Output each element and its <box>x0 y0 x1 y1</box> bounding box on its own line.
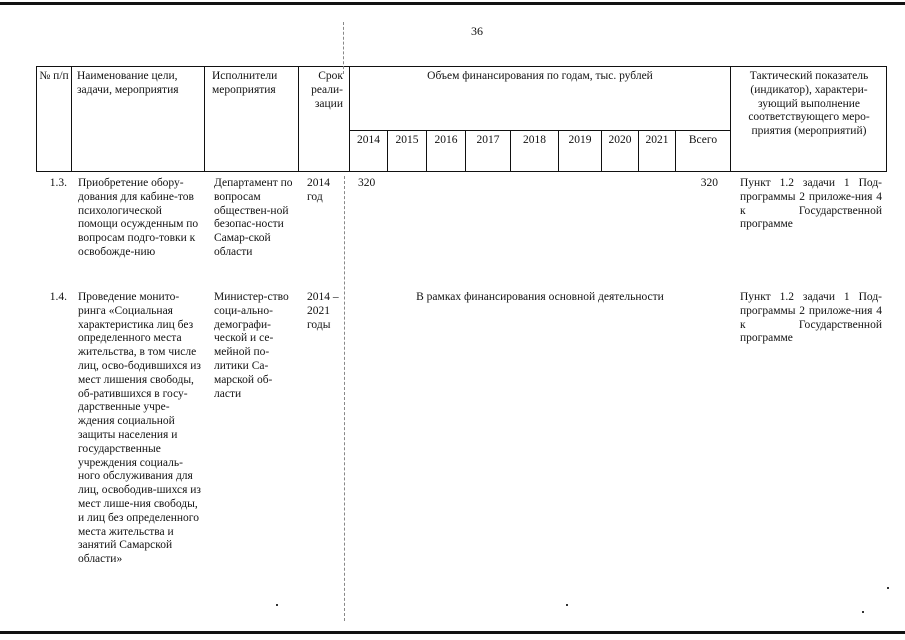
top-edge-rule <box>0 2 905 5</box>
row-2-num: 1.4. <box>49 291 67 303</box>
header-year-2018: 2018 <box>523 134 546 146</box>
year-row-top-border <box>350 130 730 131</box>
row-1-name: Приобретение обору-дования для кабине-тов психологической помощи осужденным по вопросам подго-товки к освобожде-нию <box>78 177 199 258</box>
row-1-indicator: Пункт 1.2 задачи 1 Под-программы 2 приложе-ния 4 к Государственной программе <box>740 177 882 231</box>
col-border-3 <box>298 66 299 172</box>
row-1-value-2014: 320 <box>358 177 376 189</box>
header-executors: Исполнители мероприятия <box>212 70 278 96</box>
row-1-term: 2014 год <box>307 177 330 203</box>
header-year-2014: 2014 <box>357 134 380 146</box>
bottom-edge-rule <box>0 631 905 634</box>
header-indicator: Тактический показатель (индикатор), характери-зующий выполнение соответствующего меро-приятия (мероприятий) <box>748 70 870 138</box>
scan-speck <box>276 604 278 606</box>
col-border-1 <box>71 66 72 172</box>
header-year-2021: 2021 <box>645 134 669 146</box>
header-num: № п/п <box>39 70 69 82</box>
row-2-name: Проведение монито-ринга «Социальная характеристика лиц без определенного места жительства, в том числе лиц, осво-бодившихся из мест лишения свободы, об-ратившихся в госу-дарственные учре-ждения социальной защиты населения и государственные учреждения социаль-ного обслуживания для лиц, освободив-шихся из мест лише-ния свободы, и лиц без определенного места жительства и занятий Самарской области» <box>78 291 201 566</box>
row-2-term: 2014 – 2021 годы <box>307 291 339 331</box>
scan-speck <box>862 611 864 613</box>
header-name: Наименование цели, задачи, мероприятия <box>77 70 179 96</box>
row-1-num: 1.3. <box>49 177 67 189</box>
scan-dashed-line <box>343 22 344 74</box>
row-2-indicator: Пункт 1.2 задачи 1 Под-программы 2 приложе-ния 4 к Государственной программе <box>740 291 882 345</box>
header-year-2019: 2019 <box>568 134 592 146</box>
col-border-2 <box>204 66 205 172</box>
header-year-2015: 2015 <box>395 134 419 146</box>
header-year-2016: 2016 <box>434 134 458 146</box>
col-border-4 <box>349 66 350 172</box>
header-bottom-border <box>36 171 886 172</box>
row-2-executors: Министер-ство соци-ально-демографи-ческой и се-мейной по-литики Са-марской об-ласти <box>214 291 289 400</box>
col-border-left <box>36 66 37 172</box>
header-total: Всего <box>688 134 718 146</box>
row-1-executors: Департамент по вопросам обществен-ной безопас-ности Самар-ской области <box>214 177 293 258</box>
table-top-border <box>36 66 886 67</box>
header-year-2020: 2020 <box>608 134 632 146</box>
col-border-right <box>886 66 887 172</box>
col-border-5 <box>730 66 731 172</box>
header-term: Срок реали-зации <box>311 70 343 110</box>
header-year-2017: 2017 <box>476 134 500 146</box>
header-financing: Объем финансирования по годам, тыс. рублей <box>427 70 653 82</box>
row-1-total: 320 <box>700 177 718 189</box>
scan-dashed-line-body <box>344 176 345 621</box>
scan-speck <box>566 604 568 606</box>
page-number: 36 <box>471 24 483 38</box>
scan-speck <box>887 587 889 589</box>
row-2-financing-note: В рамках финансирования основной деятельности <box>416 291 664 303</box>
